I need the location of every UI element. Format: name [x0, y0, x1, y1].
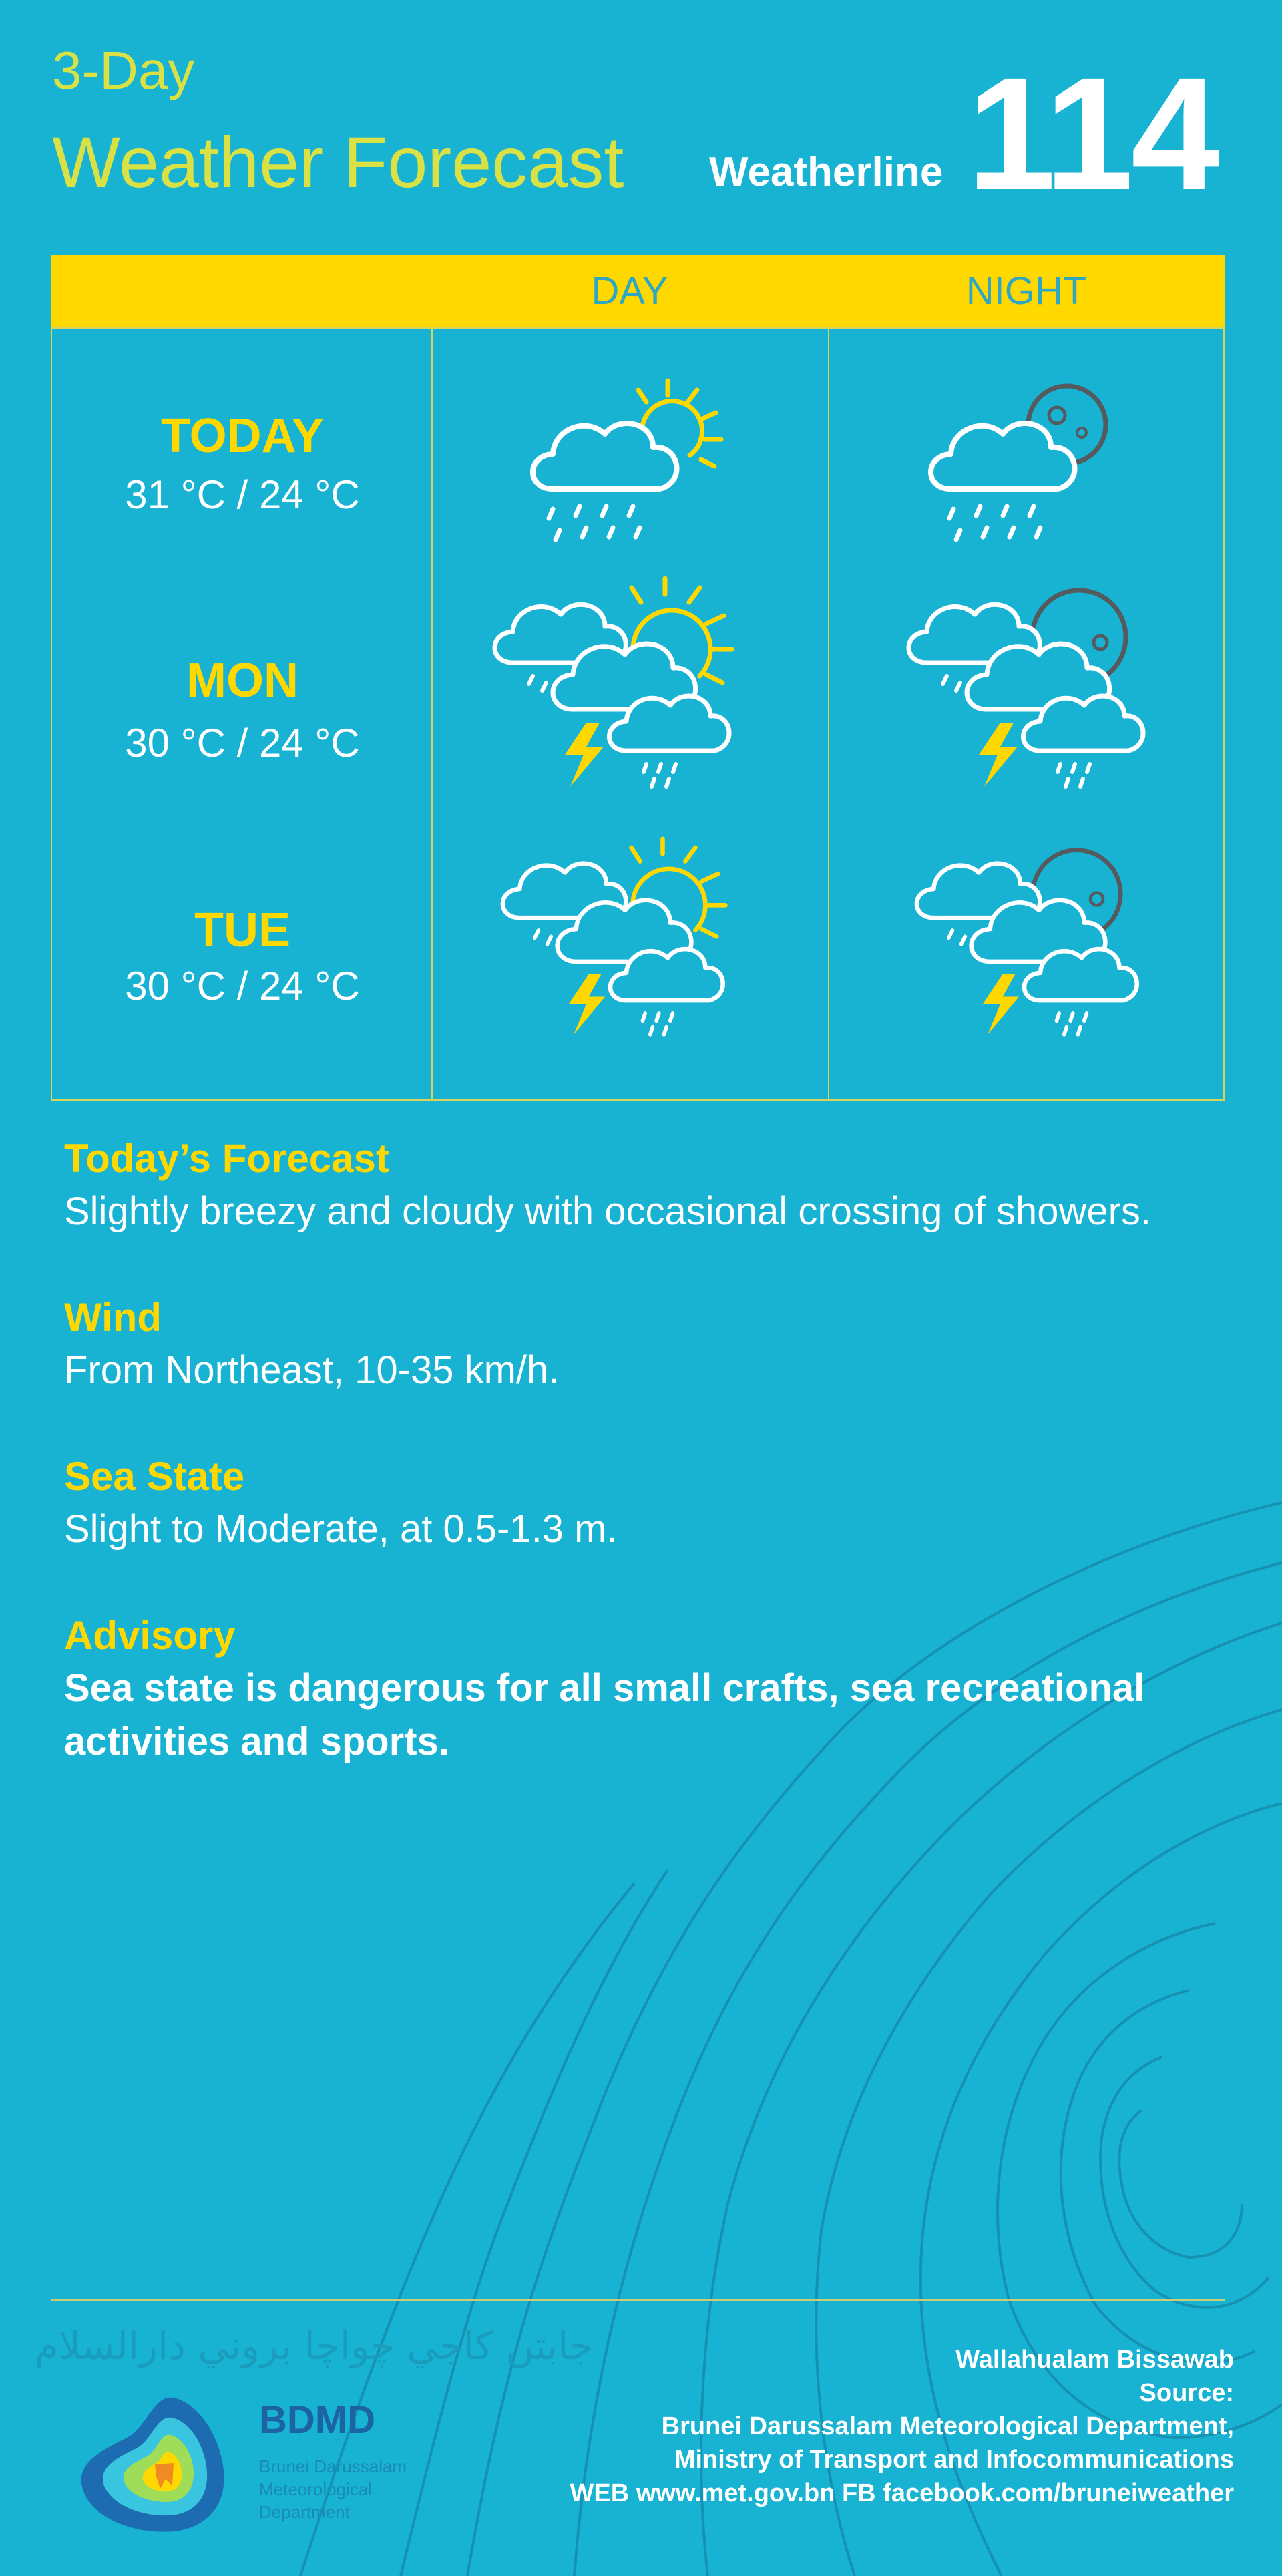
wind-section-text: From Northeast, 10-35 km/h.	[64, 1348, 560, 1392]
row-temp-tue: 30 °C / 24 °C	[125, 964, 360, 1008]
thunderstorm-sun-icon	[486, 576, 767, 796]
column-header-night: NIGHT	[966, 269, 1087, 313]
page-title: Weather Forecast	[52, 122, 624, 202]
thunderstorm-moon-icon	[907, 836, 1174, 1043]
hotline-number: 114	[967, 44, 1218, 223]
thunderstorm-moon-icon	[900, 576, 1181, 796]
credits-line: Ministry of Transport and Infocommunications	[674, 2446, 1234, 2474]
table-header	[51, 255, 1225, 327]
wind-section-title: Wind	[64, 1295, 162, 1340]
credits-line: Wallahualam Bissawab	[955, 2346, 1234, 2374]
jawi-department-name: جابتن كاجي چواچا بروني دارالسلام	[35, 2323, 594, 2368]
credits-line: WEB www.met.gov.bn FB facebook.com/bruneiweather	[570, 2479, 1234, 2507]
advisory-section-text: Sea state is dangerous for all small crafts, sea recreational activities and sports.	[64, 1666, 1145, 1763]
thunderstorm-sun-icon	[493, 836, 760, 1043]
hotline-label: Weatherline	[709, 149, 943, 195]
bdmd-logo	[73, 2391, 240, 2538]
sea-state-section-text: Slight to Moderate, at 0.5-1.3 m.	[64, 1507, 618, 1551]
bdmd-logo-text: BDMD	[259, 2398, 375, 2442]
table-body	[51, 327, 1225, 1101]
row-day-today: TODAY	[160, 409, 325, 463]
credits-block	[570, 2343, 1234, 2510]
row-temp-today: 31 °C / 24 °C	[125, 472, 360, 517]
rain-moon-icon	[913, 369, 1140, 556]
rain-sun-icon	[513, 375, 740, 556]
row-temp-mon: 30 °C / 24 °C	[125, 721, 360, 765]
forecast-section-text: Slightly breezy and cloudy with occasional crossing of showers.	[64, 1189, 1152, 1233]
row-day-tue: TUE	[194, 904, 290, 957]
forecast-table	[51, 255, 1225, 1101]
advisory-section-title: Advisory	[64, 1613, 236, 1658]
footer-divider	[51, 2299, 1225, 2301]
forecast-subtitle: 3-Day	[52, 41, 195, 100]
row-day-mon: MON	[186, 654, 298, 707]
forecast-section-title: Today’s Forecast	[64, 1136, 389, 1181]
credits-line: Source:	[1139, 2379, 1234, 2407]
credits-line: Brunei Darussalam Meteorological Department,	[661, 2412, 1234, 2440]
sea-state-section-title: Sea State	[64, 1454, 245, 1499]
column-header-day: DAY	[591, 269, 668, 313]
column-divider	[828, 329, 829, 1099]
bdmd-logo-subtitle: Brunei Darussalam Meteorological Department	[259, 2456, 407, 2522]
